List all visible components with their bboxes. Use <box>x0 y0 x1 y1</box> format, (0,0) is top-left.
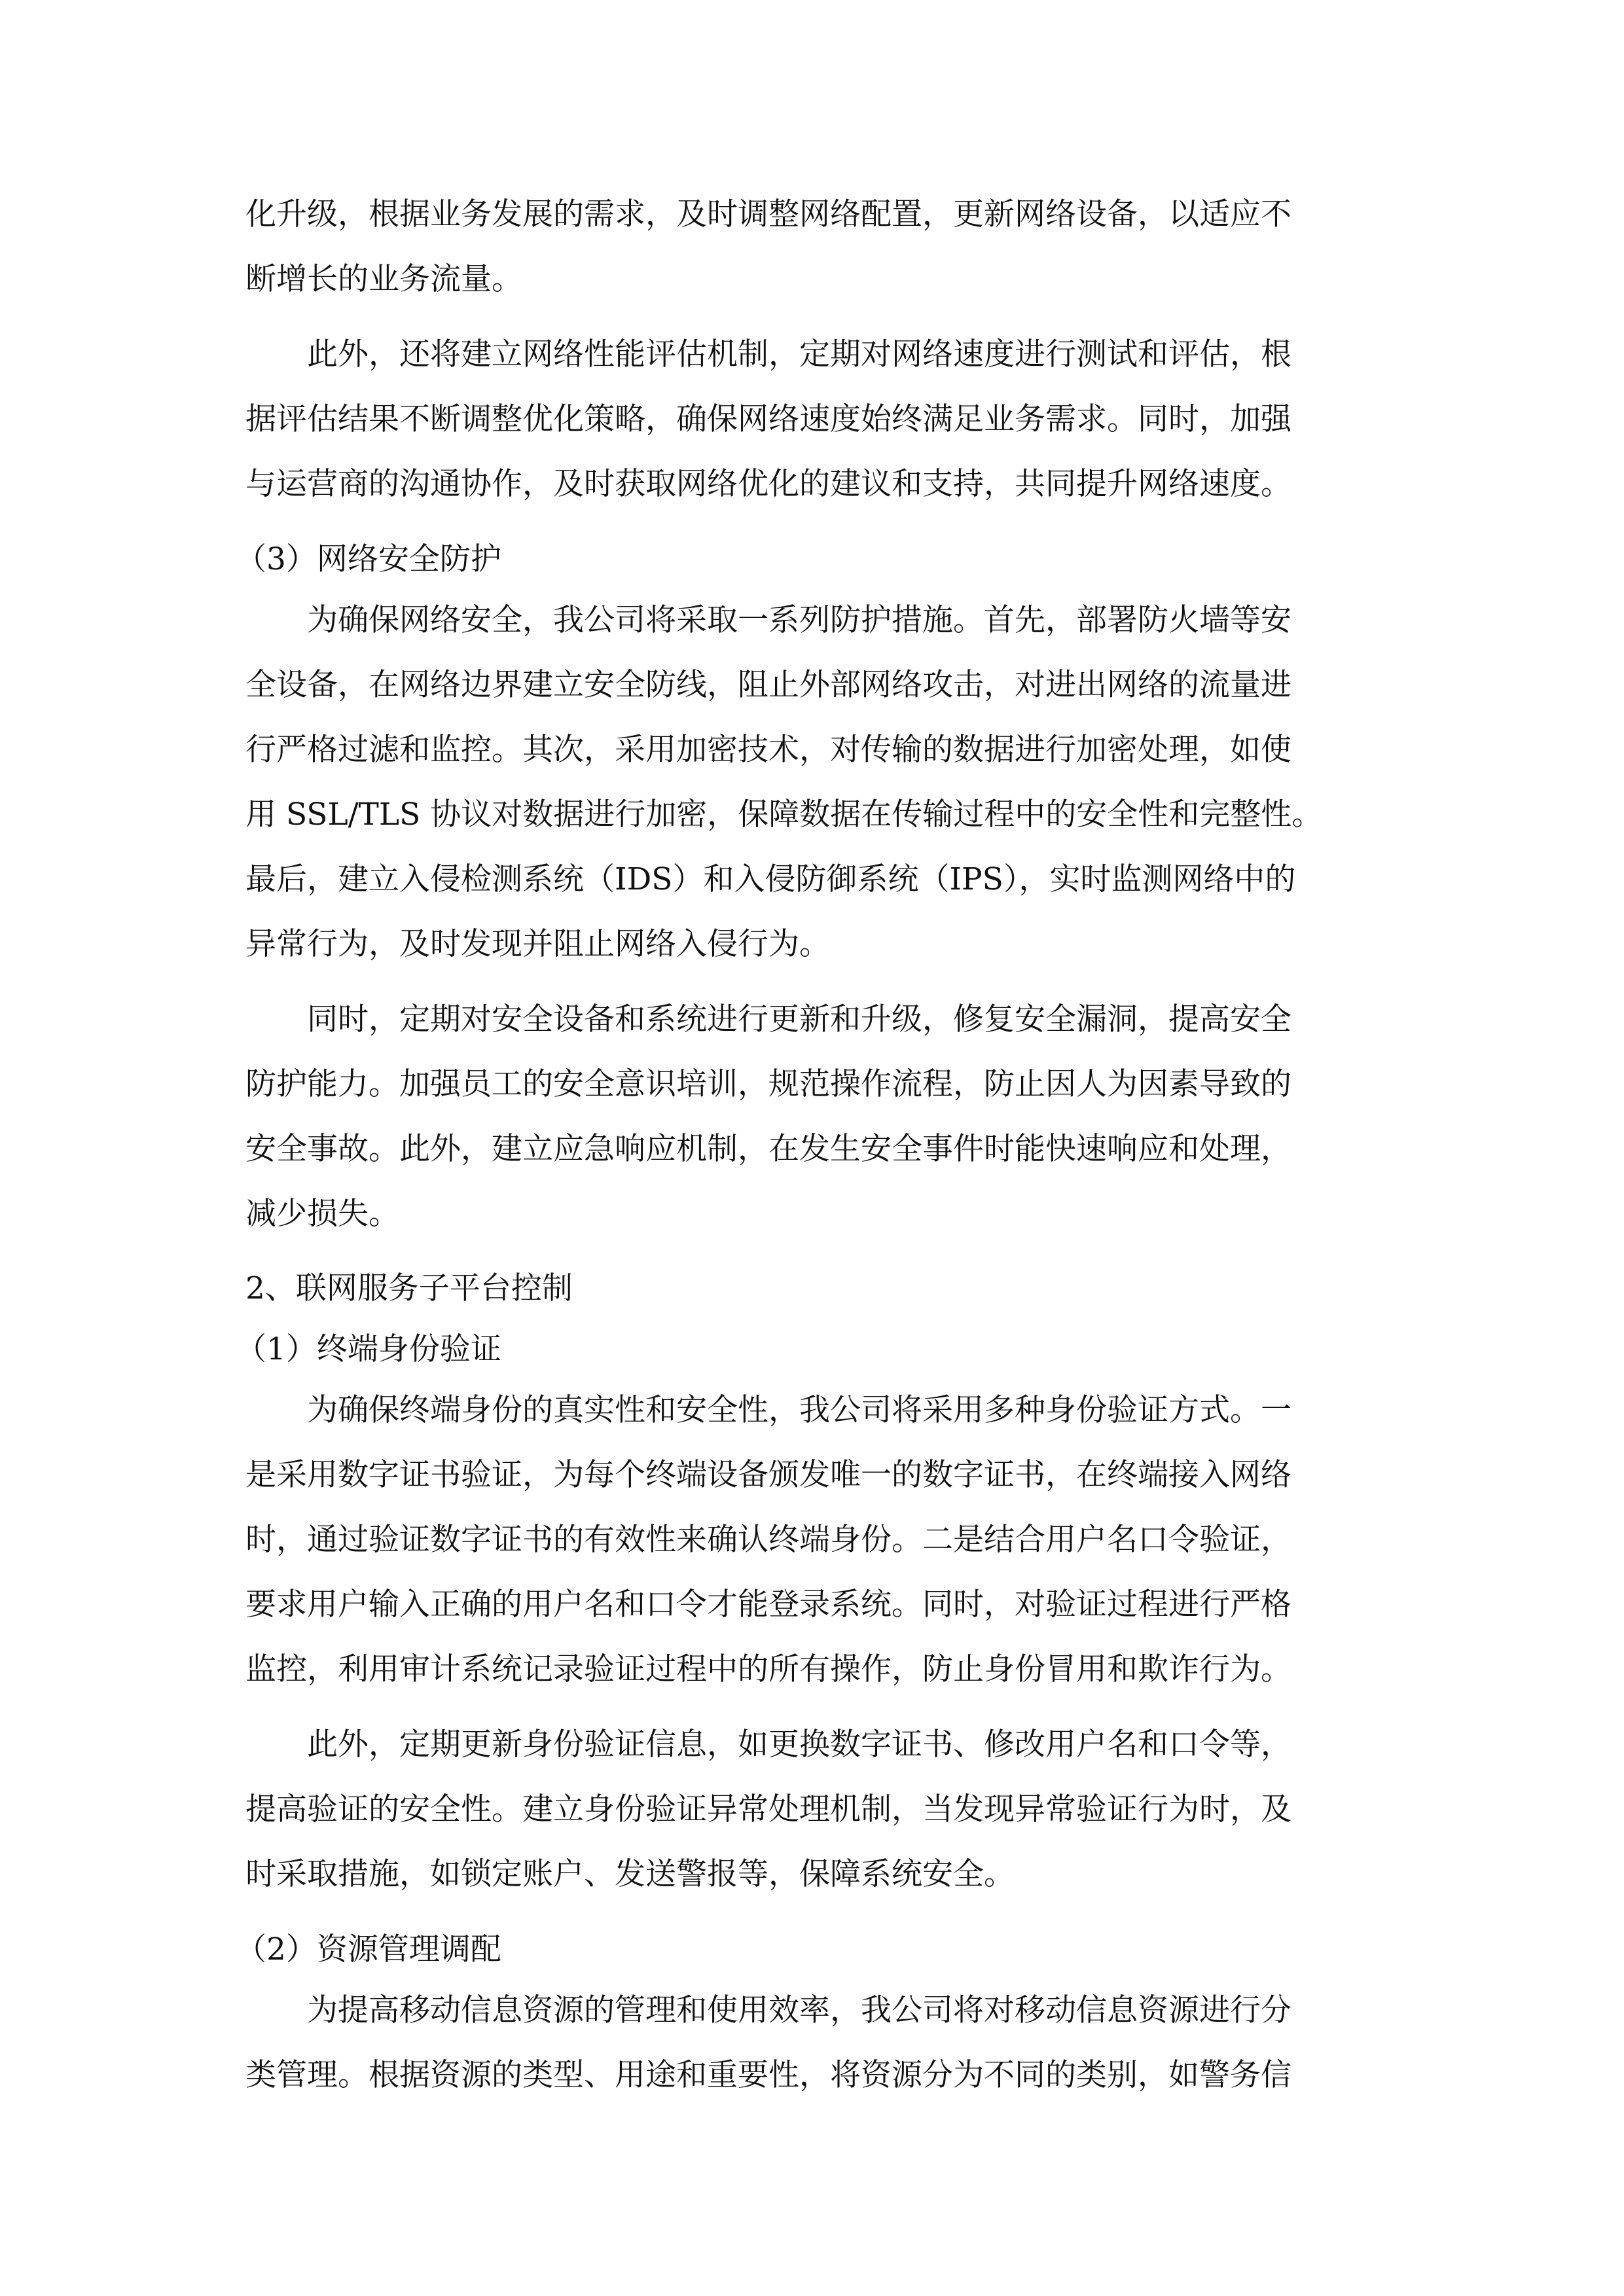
paragraph-line: 化升级，根据业务发展的需求，及时调整网络配置，更新网络设备，以适应不 <box>245 196 1291 232</box>
paragraph-line: 异常行为，及时发现并阻止网络入侵行为。 <box>245 926 830 962</box>
paragraph-line: 最后，建立入侵检测系统（IDS）和入侵防御系统（IPS），实时监测网络中的 <box>245 861 1296 897</box>
paragraph-line: 是采用数字证书验证，为每个终端设备颁发唯一的数字证书，在终端接入网络 <box>245 1457 1291 1493</box>
paragraph-line: 行严格过滤和监控。其次，采用加密技术，对传输的数据进行加密处理，如使 <box>245 732 1291 768</box>
paragraph-line: 全设备，在网络边界建立安全防线，阻止外部网络攻击，对进出网络的流量进 <box>245 667 1291 703</box>
paragraph-line: 安全事故。此外，建立应急响应机制，在发生安全事件时能快速响应和处理， <box>245 1131 1291 1167</box>
paragraph-line: 为确保网络安全，我公司将采取一系列防护措施。首先，部署防火墙等安 <box>307 602 1291 638</box>
section-heading: （3）网络安全防护 <box>236 541 501 577</box>
paragraph-line: 此外，还将建立网络性能评估机制，定期对网络速度进行测试和评估，根 <box>307 336 1291 372</box>
paragraph-line: 此外，定期更新身份验证信息，如更换数字证书、修改用户名和口令等， <box>307 1727 1291 1763</box>
paragraph-line: 断增长的业务流量。 <box>245 261 522 297</box>
paragraph-line: 类管理。根据资源的类型、用途和重要性，将资源分为不同的类别，如警务信 <box>245 2057 1291 2093</box>
paragraph-line: 同时，定期对安全设备和系统进行更新和升级，修复安全漏洞，提高安全 <box>307 1001 1291 1037</box>
paragraph-line: 要求用户输入正确的用户名和口令才能登录系统。同时，对验证过程进行严格 <box>245 1587 1291 1623</box>
paragraph-line: 防护能力。加强员工的安全意识培训，规范操作流程，防止因人为因素导致的 <box>245 1066 1291 1102</box>
paragraph-line: 为提高移动信息资源的管理和使用效率，我公司将对移动信息资源进行分 <box>307 1992 1291 2028</box>
paragraph-line: 与运营商的沟通协作，及时获取网络优化的建议和支持，共同提升网络速度。 <box>245 466 1291 502</box>
section-heading: （1）终端身份验证 <box>236 1331 501 1367</box>
paragraph-line: 时，通过验证数字证书的有效性来确认终端身份。二是结合用户名口令验证， <box>245 1522 1291 1558</box>
paragraph-line: 减少损失。 <box>245 1196 399 1232</box>
section-heading: 2、联网服务子平台控制 <box>245 1270 573 1306</box>
paragraph-line: 据评估结果不断调整优化策略，确保网络速度始终满足业务需求。同时，加强 <box>245 401 1291 437</box>
section-heading: （2）资源管理调配 <box>236 1931 501 1967</box>
paragraph-line: 提高验证的安全性。建立身份验证异常处理机制，当发现异常验证行为时，及 <box>245 1791 1291 1827</box>
paragraph-line: 监控，利用审计系统记录验证过程中的所有操作，防止身份冒用和欺诈行为。 <box>245 1651 1291 1687</box>
paragraph-line: 为确保终端身份的真实性和安全性，我公司将采用多种身份验证方式。一 <box>307 1392 1291 1428</box>
paragraph-line: 用 SSL/TLS 协议对数据进行加密，保障数据在传输过程中的安全性和完整性。 <box>245 797 1323 833</box>
paragraph-line: 时采取措施，如锁定账户、发送警报等，保障系统安全。 <box>245 1856 1015 1892</box>
